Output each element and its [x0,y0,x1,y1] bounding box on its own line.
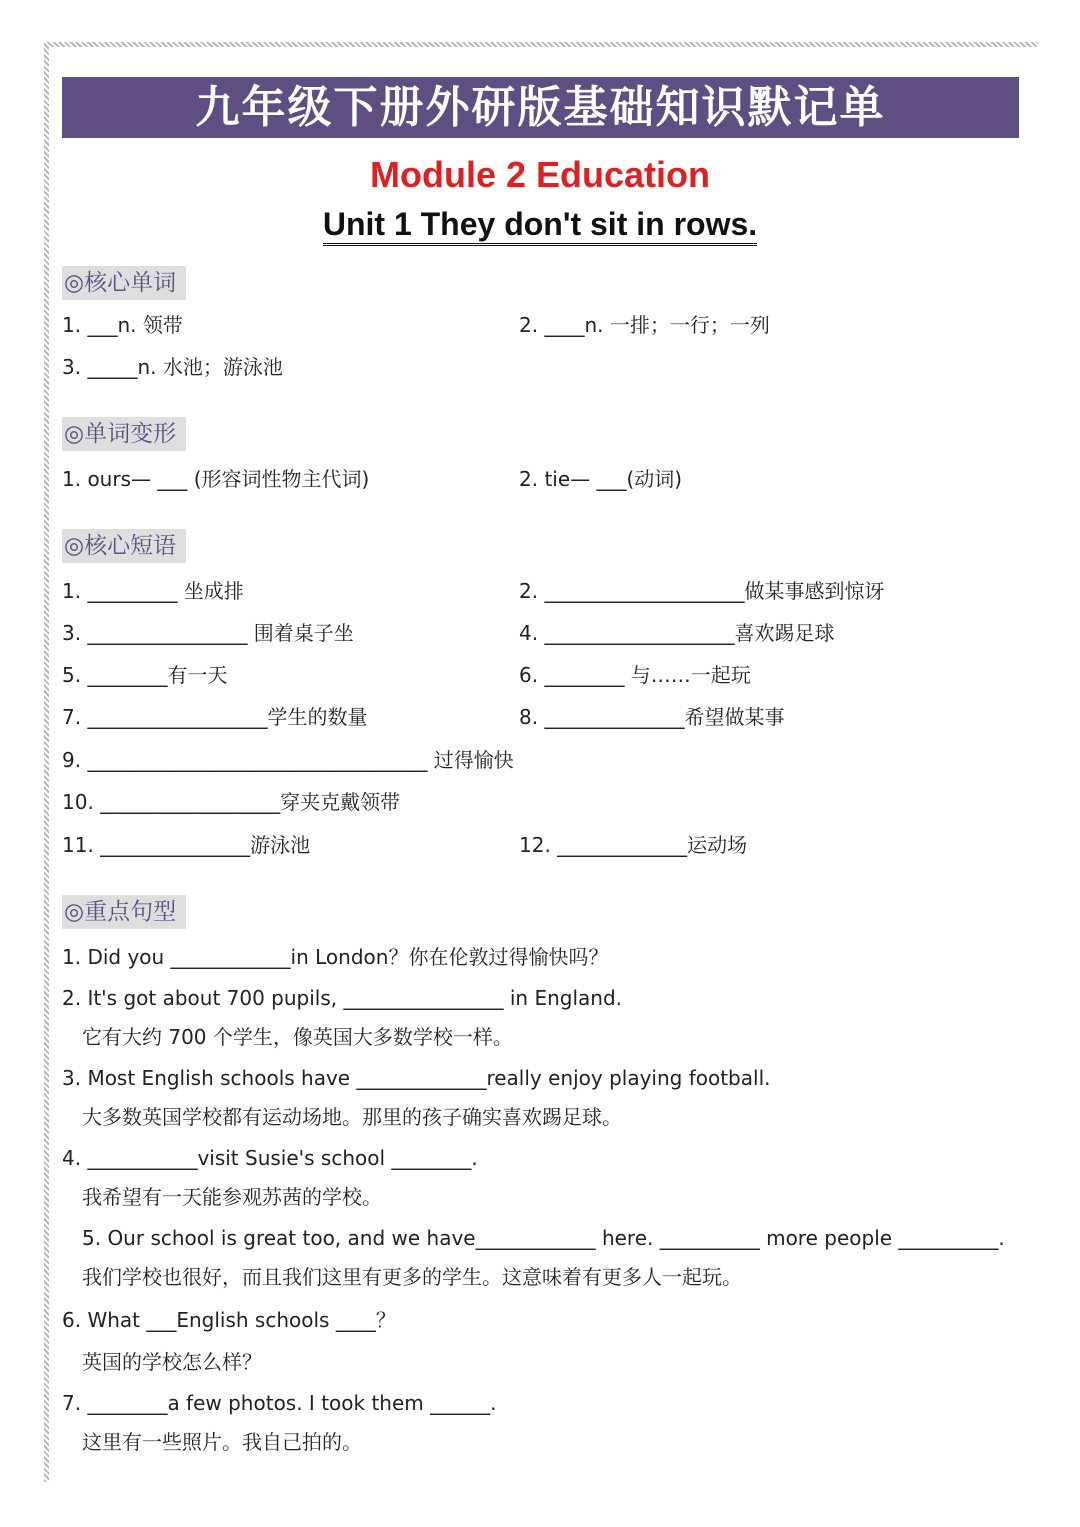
word-item: 3. _____n. 水池；游泳池 [62,355,283,379]
phrase-item: 3. ________________ 围着桌子坐 [62,621,354,645]
sentence-en: 4. ___________visit Susie's school ________. [62,1146,478,1170]
sentence-zh: 它有大约 700 个学生，像英国大多数学校一样。 [82,1025,513,1049]
sentence-en: 5. Our school is great too, and we have____________ here. __________ more people __________. [82,1226,1005,1250]
phrase-item: 9. __________________________________ 过得愉快 [62,748,514,772]
unit-title: Unit 1 They don't sit in rows. [323,206,757,246]
section-heading-phrases: ◎核心短语 [62,529,186,563]
phrase-item: 5. ________有一天 [62,663,228,687]
sentence-en: 1. Did you ____________in London？你在伦敦过得愉快吗？ [62,945,609,969]
sentence-en: 7. ________a few photos. I took them ______. [62,1391,497,1415]
sentence-zh: 我们学校也很好，而且我们这里有更多的学生。这意味着有更多人一起玩。 [82,1265,742,1289]
sentence-en: 3. Most English schools have _____________really enjoy playing football. [62,1066,771,1090]
module-title: Module 2 Education [369,154,710,195]
sentence-en: 2. It's got about 700 pupils, ________________ in England. [62,986,622,1010]
form-item: 1. ours— ___ (形容词性物主代词) [62,467,370,491]
phrase-item: 1. _________ 坐成排 [62,579,244,603]
sentence-zh: 大多数英国学校都有运动场地。那里的孩子确实喜欢踢足球。 [82,1105,622,1129]
section-heading-words: ◎核心单词 [62,266,186,300]
unit-title-wrap [0,206,1080,246]
word-item: 1. ___n. 领带 [62,313,183,337]
phrase-item: 11. _______________游泳池 [62,833,311,857]
phrase-item: 4. ___________________喜欢踢足球 [519,621,835,645]
form-item: 2. tie— ___(动词) [519,467,683,491]
page-title: 九年级下册外研版基础知识默记单 [62,77,1019,138]
word-item: 2. ____n. 一排；一行；一列 [519,313,770,337]
section-heading-forms: ◎单词变形 [62,417,186,451]
sentence-zh: 这里有一些照片。我自己拍的。 [82,1430,362,1454]
phrase-item: 12. _____________运动场 [519,833,748,857]
phrase-item: 10. __________________穿夹克戴领带 [62,790,401,814]
sentence-zh: 我希望有一天能参观苏茜的学校。 [82,1185,382,1209]
phrase-item: 6. ________ 与……一起玩 [519,663,751,687]
sentence-en: 6. What ___English schools ____？ [62,1308,396,1332]
section-heading-sentences: ◎重点句型 [62,895,186,929]
phrase-item: 7. __________________学生的数量 [62,705,368,729]
sentence-zh: 英国的学校怎么样？ [82,1350,262,1374]
phrase-item: 2. ____________________做某事感到惊讶 [519,579,885,603]
phrase-item: 8. ______________希望做某事 [519,705,785,729]
